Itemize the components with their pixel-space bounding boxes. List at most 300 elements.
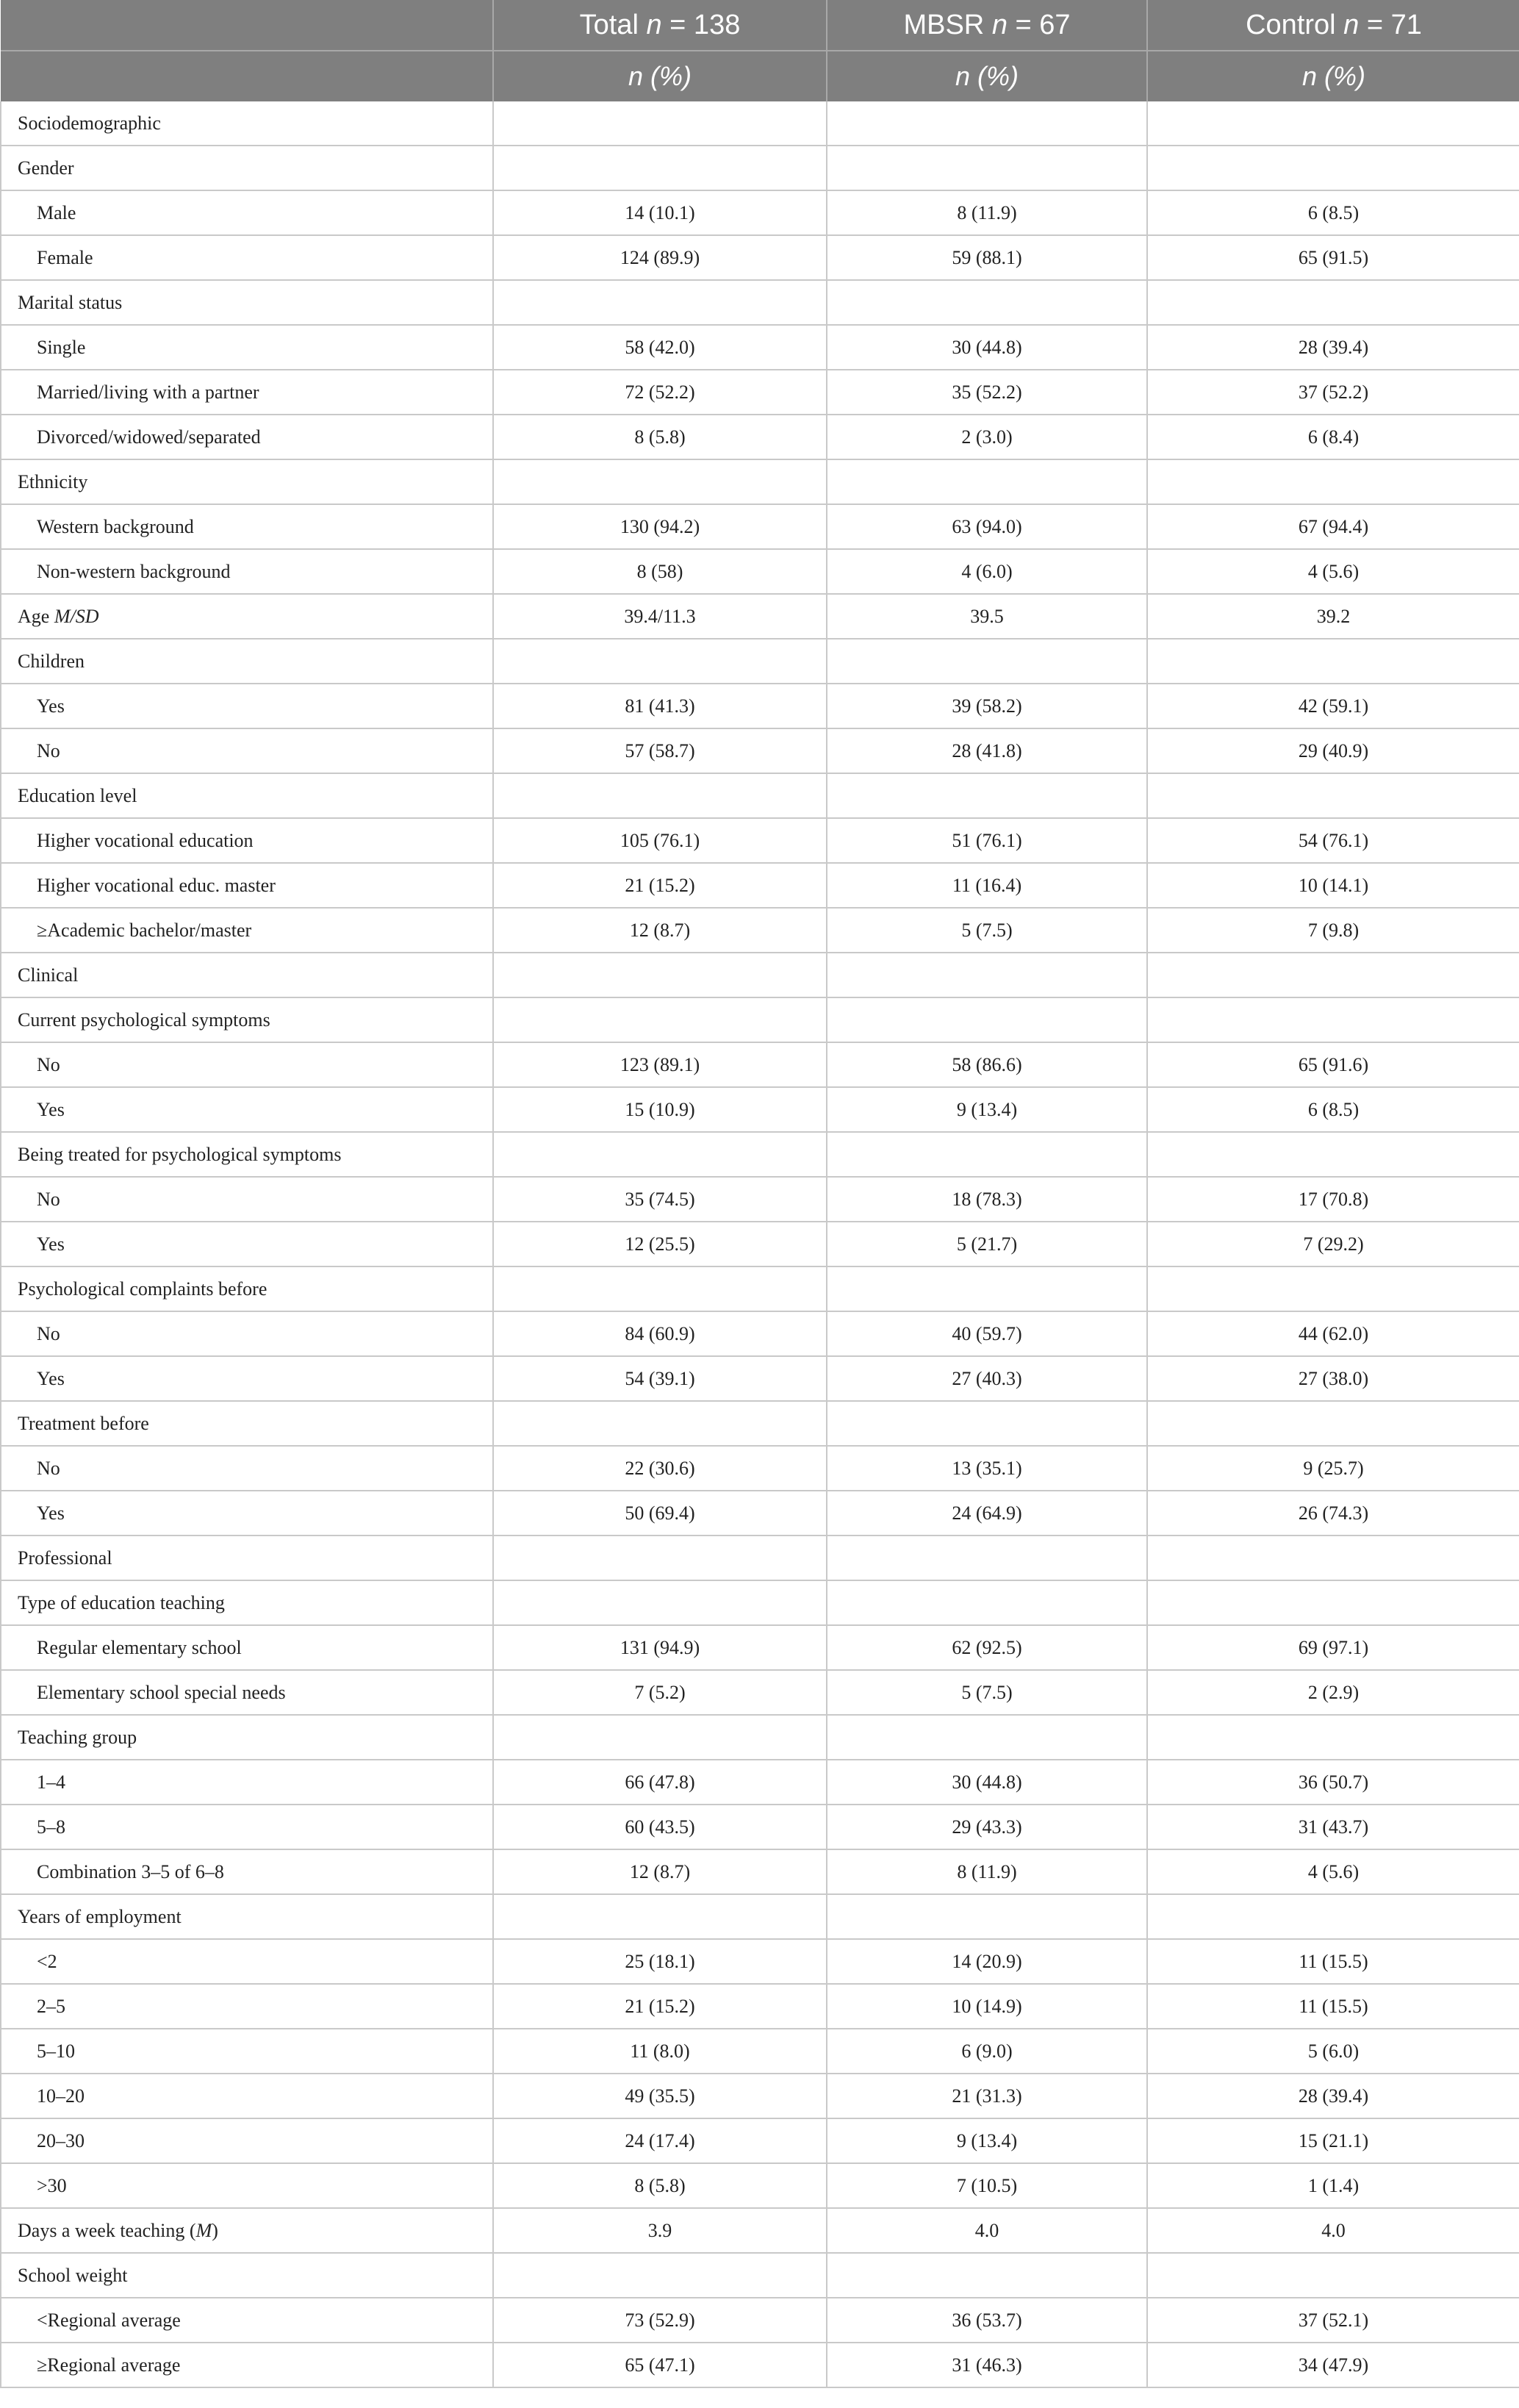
control-value-cell: 17 (70.8) (1147, 1177, 1519, 1222)
row-label-cell (1, 818, 493, 863)
table-row (1, 2029, 1519, 2074)
control-value-cell: 44 (62.0) (1147, 1311, 1519, 1356)
total-value-cell (493, 953, 827, 997)
row-label-cell (1, 1894, 493, 1939)
table-row (1, 908, 1519, 953)
total-value-cell: 130 (94.2) (493, 504, 827, 549)
row-label-italic: M/SD (54, 605, 99, 627)
row-label: Years of employment (18, 1905, 182, 1927)
control-value-cell: 9 (25.7) (1147, 1446, 1519, 1491)
total-value-cell (493, 1536, 827, 1580)
mbsr-value-cell (827, 1894, 1147, 1939)
table-row (1, 235, 1519, 280)
mbsr-value-cell: 29 (43.3) (827, 1805, 1147, 1849)
total-value-cell (493, 639, 827, 684)
mbsr-value-cell: 28 (41.8) (827, 728, 1147, 773)
control-value-cell: 2 (2.9) (1147, 1670, 1519, 1715)
table-row (1, 190, 1519, 235)
row-label: >30 (37, 2174, 67, 2196)
control-value-cell (1147, 459, 1519, 504)
total-value-cell: 50 (69.4) (493, 1491, 827, 1536)
mbsr-value-cell (827, 639, 1147, 684)
row-label: Combination 3–5 of 6–8 (37, 1860, 224, 1882)
total-value-cell (493, 459, 827, 504)
mbsr-value-cell: 8 (11.9) (827, 1849, 1147, 1894)
header-text-italic: n (991, 9, 1008, 40)
row-label-cell (1, 997, 493, 1042)
row-label-cell (1, 549, 493, 594)
total-value-cell: 57 (58.7) (493, 728, 827, 773)
total-value-cell: 21 (15.2) (493, 863, 827, 908)
total-value-cell (493, 146, 827, 190)
table-row (1, 2163, 1519, 2208)
total-value-cell (493, 1715, 827, 1760)
row-label-cell (1, 146, 493, 190)
total-value-cell: 12 (8.7) (493, 908, 827, 953)
header-text: Total (579, 9, 647, 40)
table-header (1, 0, 1519, 101)
mbsr-value-cell: 8 (11.9) (827, 190, 1147, 235)
mbsr-value-cell: 7 (10.5) (827, 2163, 1147, 2208)
row-label-cell (1, 2343, 493, 2387)
row-label-cell (1, 1670, 493, 1715)
control-value-cell: 37 (52.1) (1147, 2298, 1519, 2343)
row-label-cell (1, 1222, 493, 1266)
row-label-cell (1, 2208, 493, 2253)
row-label-cell (1, 1625, 493, 1670)
table-body (1, 101, 1519, 2387)
row-label-cell (1, 908, 493, 953)
row-label: 10–20 (37, 2085, 85, 2107)
table-row (1, 1580, 1519, 1625)
header-cell-total (493, 0, 827, 51)
table-row (1, 1670, 1519, 1715)
row-label: Non-western background (37, 560, 231, 582)
row-label-cell (1, 2118, 493, 2163)
mbsr-value-cell: 5 (7.5) (827, 908, 1147, 953)
row-label: Psychological complaints before (18, 1278, 267, 1300)
row-label: Higher vocational education (37, 829, 254, 851)
total-value-cell: 54 (39.1) (493, 1356, 827, 1401)
total-value-cell: 60 (43.5) (493, 1805, 827, 1849)
row-label: Yes (37, 1502, 65, 1524)
row-label: Treatment before (18, 1412, 149, 1434)
mbsr-value-cell: 51 (76.1) (827, 818, 1147, 863)
row-label-cell (1, 1132, 493, 1177)
total-value-cell: 66 (47.8) (493, 1760, 827, 1805)
row-label: Male (37, 201, 76, 223)
row-label-cell (1, 953, 493, 997)
control-value-cell: 15 (21.1) (1147, 2118, 1519, 2163)
control-value-cell (1147, 2253, 1519, 2298)
mbsr-value-cell: 31 (46.3) (827, 2343, 1147, 2387)
control-value-cell: 36 (50.7) (1147, 1760, 1519, 1805)
row-label: Being treated for psychological symptoms (18, 1143, 342, 1165)
row-label: 5–10 (37, 2040, 75, 2062)
table-row (1, 1266, 1519, 1311)
row-label: 2–5 (37, 1995, 65, 2017)
row-label-cell (1, 1177, 493, 1222)
total-value-cell: 123 (89.1) (493, 1042, 827, 1087)
control-value-cell: 42 (59.1) (1147, 684, 1519, 728)
total-value-cell: 124 (89.9) (493, 235, 827, 280)
control-value-cell: 1 (1.4) (1147, 2163, 1519, 2208)
mbsr-value-cell: 6 (9.0) (827, 2029, 1147, 2074)
mbsr-value-cell: 9 (13.4) (827, 1087, 1147, 1132)
control-value-cell: 4.0 (1147, 2208, 1519, 2253)
mbsr-value-cell: 2 (3.0) (827, 415, 1147, 459)
control-value-cell: 10 (14.1) (1147, 863, 1519, 908)
total-value-cell: 25 (18.1) (493, 1939, 827, 1984)
mbsr-value-cell: 35 (52.2) (827, 370, 1147, 415)
row-label: Current psychological symptoms (18, 1008, 270, 1031)
header-text-italic: n (1343, 9, 1360, 40)
control-value-cell: 37 (52.2) (1147, 370, 1519, 415)
mbsr-value-cell (827, 101, 1147, 146)
control-value-cell: 6 (8.5) (1147, 1087, 1519, 1132)
table-row (1, 639, 1519, 684)
table-row (1, 1446, 1519, 1491)
mbsr-value-cell: 4 (6.0) (827, 549, 1147, 594)
header-text: = 67 (1007, 9, 1071, 40)
total-value-cell: 58 (42.0) (493, 325, 827, 370)
row-label-suffix: ) (212, 2219, 218, 2241)
mbsr-value-cell: 18 (78.3) (827, 1177, 1147, 1222)
control-value-cell: 65 (91.6) (1147, 1042, 1519, 1087)
total-value-cell: 84 (60.9) (493, 1311, 827, 1356)
mbsr-value-cell: 30 (44.8) (827, 1760, 1147, 1805)
row-label: <2 (37, 1950, 57, 1972)
total-value-cell: 8 (5.8) (493, 415, 827, 459)
control-value-cell (1147, 639, 1519, 684)
total-value-cell (493, 1132, 827, 1177)
table-row (1, 280, 1519, 325)
row-label: 5–8 (37, 1816, 65, 1838)
table-row (1, 2208, 1519, 2253)
total-value-cell (493, 1266, 827, 1311)
row-label: Gender (18, 157, 74, 179)
row-label-cell (1, 1311, 493, 1356)
header-cell-label (1, 0, 493, 51)
table-row (1, 1715, 1519, 1760)
row-label-cell (1, 1805, 493, 1849)
row-label: ≥Academic bachelor/master (37, 919, 252, 941)
control-value-cell (1147, 1536, 1519, 1580)
header-text: = 71 (1359, 9, 1422, 40)
total-value-cell: 11 (8.0) (493, 2029, 827, 2074)
row-label-cell (1, 1760, 493, 1805)
table-row (1, 415, 1519, 459)
control-value-cell (1147, 997, 1519, 1042)
mbsr-value-cell: 62 (92.5) (827, 1625, 1147, 1670)
total-value-cell (493, 1401, 827, 1446)
table-row (1, 1087, 1519, 1132)
table-row (1, 146, 1519, 190)
subheader-cell-control: n (%) (1147, 51, 1519, 101)
row-label-cell (1, 639, 493, 684)
row-label: Single (37, 336, 86, 358)
table-row (1, 2298, 1519, 2343)
row-label-cell (1, 1580, 493, 1625)
subheader-cell-label (1, 51, 493, 101)
table-row (1, 2253, 1519, 2298)
table-row (1, 1805, 1519, 1849)
row-label: Yes (37, 695, 65, 717)
table-row (1, 1984, 1519, 2029)
control-value-cell: 54 (76.1) (1147, 818, 1519, 863)
row-label: School weight (18, 2264, 128, 2286)
mbsr-value-cell: 39 (58.2) (827, 684, 1147, 728)
row-label: Teaching group (18, 1726, 137, 1748)
row-label: Clinical (18, 964, 79, 986)
row-label: No (37, 739, 60, 762)
control-value-cell: 7 (9.8) (1147, 908, 1519, 953)
row-label-cell (1, 190, 493, 235)
row-label: Elementary school special needs (37, 1681, 286, 1703)
mbsr-value-cell (827, 1132, 1147, 1177)
total-value-cell (493, 2253, 827, 2298)
mbsr-value-cell (827, 146, 1147, 190)
total-value-cell: 24 (17.4) (493, 2118, 827, 2163)
control-value-cell (1147, 1580, 1519, 1625)
total-value-cell: 8 (5.8) (493, 2163, 827, 2208)
control-value-cell (1147, 1894, 1519, 1939)
control-value-cell: 11 (15.5) (1147, 1939, 1519, 1984)
header-row-units (1, 51, 1519, 101)
table-row (1, 997, 1519, 1042)
control-value-cell: 34 (47.9) (1147, 2343, 1519, 2387)
mbsr-value-cell (827, 280, 1147, 325)
table-row (1, 773, 1519, 818)
table-row (1, 101, 1519, 146)
control-value-cell: 4 (5.6) (1147, 1849, 1519, 1894)
mbsr-value-cell (827, 1580, 1147, 1625)
row-label-cell (1, 504, 493, 549)
row-label-cell (1, 2298, 493, 2343)
mbsr-value-cell: 59 (88.1) (827, 235, 1147, 280)
row-label-cell (1, 1536, 493, 1580)
row-label-cell (1, 594, 493, 639)
control-value-cell: 39.2 (1147, 594, 1519, 639)
control-value-cell: 28 (39.4) (1147, 2074, 1519, 2118)
row-label: Female (37, 246, 93, 268)
table-row (1, 504, 1519, 549)
mbsr-value-cell (827, 997, 1147, 1042)
mbsr-value-cell: 13 (35.1) (827, 1446, 1147, 1491)
row-label-cell (1, 1087, 493, 1132)
header-cell-control (1147, 0, 1519, 51)
row-label: 20–30 (37, 2129, 85, 2151)
control-value-cell: 6 (8.5) (1147, 190, 1519, 235)
row-label-cell (1, 863, 493, 908)
mbsr-value-cell: 10 (14.9) (827, 1984, 1147, 2029)
mbsr-value-cell (827, 953, 1147, 997)
total-value-cell: 35 (74.5) (493, 1177, 827, 1222)
mbsr-value-cell: 58 (86.6) (827, 1042, 1147, 1087)
header-text: = 138 (661, 9, 741, 40)
total-value-cell: 49 (35.5) (493, 2074, 827, 2118)
row-label-cell (1, 459, 493, 504)
table-row (1, 684, 1519, 728)
header-text: MBSR (903, 9, 992, 40)
control-value-cell: 65 (91.5) (1147, 235, 1519, 280)
table-row (1, 1536, 1519, 1580)
total-value-cell (493, 1580, 827, 1625)
total-value-cell (493, 101, 827, 146)
row-label-cell (1, 2163, 493, 2208)
total-value-cell (493, 280, 827, 325)
row-label: Yes (37, 1367, 65, 1389)
mbsr-value-cell: 11 (16.4) (827, 863, 1147, 908)
mbsr-value-cell: 9 (13.4) (827, 2118, 1147, 2163)
mbsr-value-cell (827, 773, 1147, 818)
total-value-cell (493, 1894, 827, 1939)
row-label: <Regional average (37, 2309, 181, 2331)
table-row (1, 1042, 1519, 1087)
row-label-cell (1, 1356, 493, 1401)
table-row (1, 1222, 1519, 1266)
row-label-cell (1, 1266, 493, 1311)
row-label-cell (1, 101, 493, 146)
row-label-cell (1, 1715, 493, 1760)
total-value-cell: 39.4/11.3 (493, 594, 827, 639)
subheader-cell-mbsr: n (%) (827, 51, 1147, 101)
table-row (1, 1132, 1519, 1177)
table-row (1, 1491, 1519, 1536)
total-value-cell: 14 (10.1) (493, 190, 827, 235)
control-value-cell (1147, 280, 1519, 325)
row-label: Married/living with a partner (37, 381, 259, 403)
table-row (1, 863, 1519, 908)
table-row (1, 2074, 1519, 2118)
total-value-cell: 105 (76.1) (493, 818, 827, 863)
control-value-cell (1147, 101, 1519, 146)
row-label: Children (18, 650, 85, 672)
control-value-cell (1147, 773, 1519, 818)
total-value-cell (493, 773, 827, 818)
row-label-cell (1, 325, 493, 370)
row-label-cell (1, 1849, 493, 1894)
row-label: Regular elementary school (37, 1636, 242, 1658)
mbsr-value-cell (827, 1266, 1147, 1311)
row-label: No (37, 1322, 60, 1344)
row-label: Sociodemographic (18, 112, 161, 134)
control-value-cell (1147, 953, 1519, 997)
table-row (1, 728, 1519, 773)
control-value-cell: 26 (74.3) (1147, 1491, 1519, 1536)
mbsr-value-cell: 5 (7.5) (827, 1670, 1147, 1715)
row-label-cell (1, 2253, 493, 2298)
table-row (1, 370, 1519, 415)
row-label-cell (1, 1984, 493, 2029)
row-label-cell (1, 1042, 493, 1087)
control-value-cell: 28 (39.4) (1147, 325, 1519, 370)
table-row (1, 459, 1519, 504)
row-label: Divorced/widowed/separated (37, 426, 261, 448)
row-label-cell (1, 2074, 493, 2118)
control-value-cell: 27 (38.0) (1147, 1356, 1519, 1401)
control-value-cell: 4 (5.6) (1147, 549, 1519, 594)
row-label: No (37, 1053, 60, 1075)
header-text-italic: n (646, 9, 662, 40)
table-row (1, 1401, 1519, 1446)
row-label-cell (1, 370, 493, 415)
row-label-cell (1, 235, 493, 280)
row-label-italic: M (195, 2219, 212, 2241)
mbsr-value-cell: 39.5 (827, 594, 1147, 639)
table-row (1, 549, 1519, 594)
table-row (1, 1760, 1519, 1805)
row-label-cell (1, 1446, 493, 1491)
control-value-cell (1147, 146, 1519, 190)
row-label: Age (18, 605, 54, 627)
row-label: Higher vocational educ. master (37, 874, 276, 896)
mbsr-value-cell: 24 (64.9) (827, 1491, 1147, 1536)
mbsr-value-cell: 14 (20.9) (827, 1939, 1147, 1984)
mbsr-value-cell: 5 (21.7) (827, 1222, 1147, 1266)
row-label-cell (1, 728, 493, 773)
mbsr-value-cell: 63 (94.0) (827, 504, 1147, 549)
control-value-cell: 31 (43.7) (1147, 1805, 1519, 1849)
row-label-cell (1, 280, 493, 325)
mbsr-value-cell (827, 459, 1147, 504)
header-row-groups (1, 0, 1519, 51)
total-value-cell (493, 997, 827, 1042)
row-label-cell (1, 1401, 493, 1446)
table-row (1, 1311, 1519, 1356)
row-label-cell (1, 773, 493, 818)
subheader-cell-total: n (%) (493, 51, 827, 101)
mbsr-value-cell: 36 (53.7) (827, 2298, 1147, 2343)
row-label: No (37, 1457, 60, 1479)
header-cell-mbsr (827, 0, 1147, 51)
table-row (1, 1177, 1519, 1222)
control-value-cell: 11 (15.5) (1147, 1984, 1519, 2029)
mbsr-value-cell (827, 1715, 1147, 1760)
table-row (1, 953, 1519, 997)
control-value-cell: 29 (40.9) (1147, 728, 1519, 773)
row-label: Education level (18, 784, 137, 806)
mbsr-value-cell (827, 1536, 1147, 1580)
row-label: Days a week teaching ( (18, 2219, 196, 2241)
control-value-cell: 5 (6.0) (1147, 2029, 1519, 2074)
control-value-cell (1147, 1401, 1519, 1446)
control-value-cell (1147, 1715, 1519, 1760)
mbsr-value-cell: 40 (59.7) (827, 1311, 1147, 1356)
total-value-cell: 8 (58) (493, 549, 827, 594)
table-row (1, 2118, 1519, 2163)
row-label: Type of education teaching (18, 1591, 225, 1613)
mbsr-value-cell (827, 2253, 1147, 2298)
table-row (1, 2343, 1519, 2387)
row-label: Ethnicity (18, 470, 88, 492)
mbsr-value-cell: 27 (40.3) (827, 1356, 1147, 1401)
control-value-cell (1147, 1266, 1519, 1311)
row-label-cell (1, 415, 493, 459)
mbsr-value-cell (827, 1401, 1147, 1446)
control-value-cell: 7 (29.2) (1147, 1222, 1519, 1266)
row-label-cell (1, 1491, 493, 1536)
row-label-cell (1, 1939, 493, 1984)
table-row (1, 1625, 1519, 1670)
mbsr-value-cell: 30 (44.8) (827, 325, 1147, 370)
control-value-cell: 67 (94.4) (1147, 504, 1519, 549)
table-row (1, 1939, 1519, 1984)
row-label: Yes (37, 1098, 65, 1120)
row-label: No (37, 1188, 60, 1210)
mbsr-value-cell: 21 (31.3) (827, 2074, 1147, 2118)
mbsr-value-cell: 4.0 (827, 2208, 1147, 2253)
